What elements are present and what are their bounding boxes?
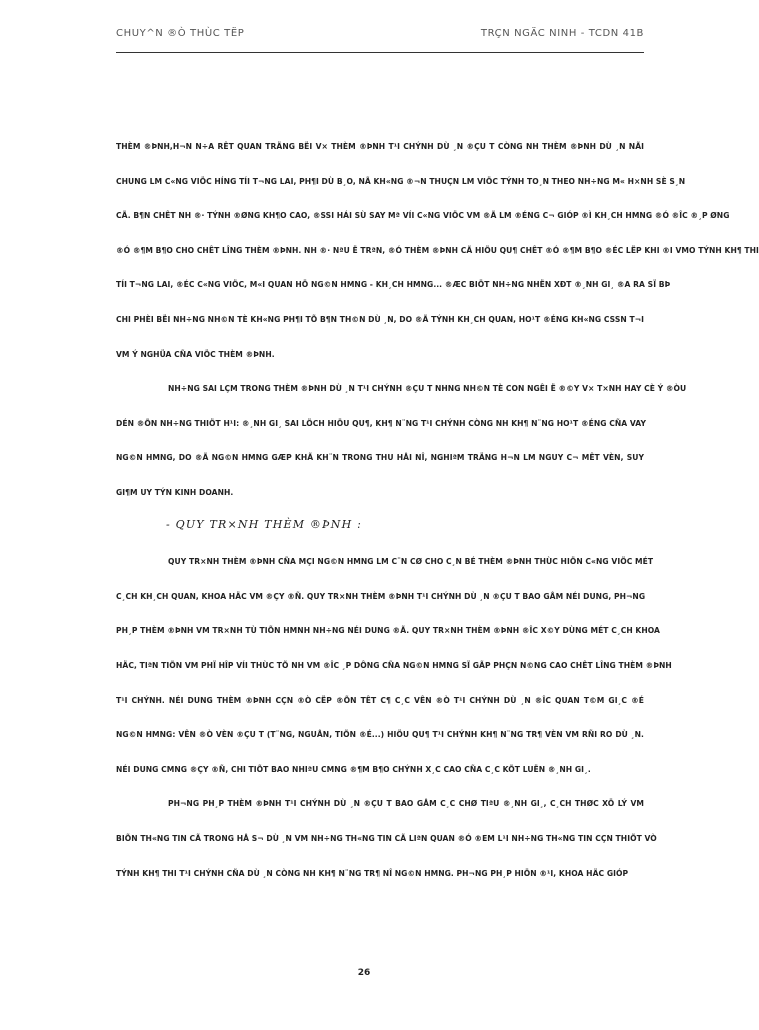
- page-number: 26: [357, 968, 371, 978]
- paragraph-line: C¸CH KH¸CH QUAN, KHOA HÄC VΜ ®ÇY ®Ñ. QUY TR×NH THÈM ®ÞNH T¹I CHÝNH DÙ ¸N ®ÇU T BAO GÅM NÉI DUNG, PH¬NG: [116, 591, 646, 601]
- paragraph-line: VΜ Ý NGHÜA CÑA VIÖC THÈM ®ÞNH.: [116, 349, 275, 359]
- paragraph-line: NÉI DUNG CΜNG ®ÇY ®Ñ, CHI TIÕT BAO NHIªU CΜNG ®¶M B¶O CHÝNH X¸C CAO CÑA C¸C KÕT LUËN ®¸NH GI¸.: [116, 764, 591, 774]
- paragraph-line: HÄC, TIªN TIÕN VΜ PHÏ HÎP VÍI THÙC TÕ NH VΜ ®ÎC ¸P DÔNG CÑA NG©N HΜNG SÏ GÃP PHÇN N©NG CAO CHÊT LÎNG THÈM ®ÞNH: [116, 661, 672, 670]
- header-document-title: CHUY^N ®Ò THÙC TËP: [116, 28, 245, 39]
- running-header: [116, 22, 644, 53]
- paragraph-line: NH÷NG SAI LÇM TRONG THÈM ®ÞNH DÙ ¸N T¹I CHÝNH ®ÇU T NHNG NH©N TÈ CON NGÊI Ë ®©Y V× T×NH HAY CÈ Ý ®ÒU: [168, 384, 687, 394]
- paragraph-line: GI¶M UY TÝN KINH DOANH.: [116, 488, 234, 497]
- header-author: TRÇN NGÄC NINH - TCDN 41B: [480, 28, 644, 39]
- paragraph-line: CHI PHÈI BËI NH÷NG NH©N TÈ KH«NG PH¶I TÕ B¶N TH©N DÙ ¸N, DO ®Ã TÝNH KH¸CH QUAN, HO¹T ®ÉNG KH«NG CSSN T¬I: [116, 315, 644, 324]
- paragraph-line: THÈM ®ÞNH,H¬N N÷A RÊT QUAN TRÄNG BËI V× THÈM ®ÞNH T¹I CHÝNH DÙ ¸N ®ÇU T CÒNG NH THÈM ®ÞNH DÙ ¸N NÃI: [116, 142, 644, 151]
- paragraph-line: TÝNH KH¶ THI T¹I CHÝNH CÑA DÙ ¸N CÒNG NH KH¶ N¨NG TR¶ NÎ NG©N HΜNG. PH¬NG PH¸P HIÖN ®¹I, KHOA HÄC GIÓP: [116, 868, 629, 878]
- paragraph-line: NG©N HΜNG: VÊN ®Ò VÈN ®ÇU T (T¨NG, NGUÅN, TIÕN ®É...) HIÖU QU¶ T¹I CHÝNH KH¶ N¨NG TR¶ VÈN VΜ RÑI RO DÙ ¸N.: [116, 730, 644, 740]
- paragraph-line: PH¬NG PH¸P THÈM ®ÞNH T¹I CHÝNH DÙ ¸N ®ÇU T BAO GÅM C¸C CHØ TIªU ®¸NH GI¸, C¸CH THØC XÖ LÝ VΜ: [168, 799, 644, 809]
- paragraph-line: TÍI T¬NG LAI, ®ÉC C«NG VIÖC, M«I QUAN HÖ NG©N HΜNG - KH¸CH HΜNG... ®ÆC BIÖT NH÷NG NHËN XÐT ®¸NH GI¸ ®A RA SÏ BÞ: [116, 280, 671, 290]
- paragraph-line: NG©N HΜNG, DO ®Ã NG©N HΜNG GÆP KHÃ KH¨N TRONG THU HÅI NÎ, NGHIªM TRÄNG H¬N LΜ NGUY C¬ MÊT VÈN, SUY: [116, 453, 644, 463]
- paragraph-line: CÃ. B¶N CHÊT NH ®· TÝNH ®ØNG KH¶O CAO, ®SSI HÁI SÙ SAY Mª VÍI C«NG VIÖC VΜ ®Ã LΜ ®ÉNG C¬ GIÓP ®Ì KH¸CH HΜNG ®Ó ®ÎC ®¸P ØNG: [116, 211, 730, 221]
- section-heading: - QUY TR×NH THÈM ®ÞNH :: [166, 517, 362, 531]
- paragraph-line: ®Ó ®¶M B¶O CHO CHÊT LÎNG THÈM ®ÞNH. NH ®· NªU Ë TRªN, ®Ó THÈM ®ÞNH CÃ HIÖU QU¶ CHÊT ®Ó ®¶M B¶O ®ÉC LËP KHI ®I VΜO TÝNH KH¶ THI: [116, 245, 759, 255]
- paragraph-line: T¹I CHÝNH. NÉI DUNG THÈM ®ÞNH CÇN ®Ò CËP ®ÕN TÊT C¶ C¸C VÊN ®Ò T¹I CHÝNH DÙ ¸N ®ÎC QUAN T©M GI¸C ®É: [116, 695, 644, 705]
- paragraph-line: BIÕN TH«NG TIN CÃ TRONG HÅ S¬ DÙ ¸N VΜ NH÷NG TH«NG TIN CÃ LIªN QUAN ®Ó ®EM L¹I NH÷NG TH«NG TIN CÇN THIÕT VÒ: [116, 834, 657, 843]
- paragraph-line: DÉN ®ÕN NH÷NG THIÖT H¹I: ®¸NH GI¸ SAI LÖCH HIÖU QU¶, KH¶ N¨NG T¹I CHÝNH CÒNG NH KH¶ N¨NG HO¹T ®ÉNG CÑA VAY: [116, 418, 647, 428]
- paragraph-line: PH¸P THÈM ®ÞNH VΜ TR×NH TÙ TIÕN HΜNH NH÷NG NÉI DUNG ®Ã. QUY TR×NH THÈM ®ÞNH ®ÎC X©Y DÙNG MÉT C¸CH KHOA: [116, 626, 660, 636]
- paragraph-line: CHUNG LΜ C«NG VIÖC HÍNG TÍI T¬NG LAI, PH¶I DÙ B¸O, NÃ KH«NG ®¬N THUÇN LΜ VIÖC TÝNH TO¸N THEO NH÷NG M« H×NH SÈ S¸N: [116, 176, 686, 186]
- paragraph-line: QUY TR×NH THÈM ®ÞNH CÑA MÇI NG©N HΜNG LΜ C¨N CØ CHO C¸N BÉ THÈM ®ÞNH THÙC HIÖN C«NG VIÖC MÉT: [168, 557, 654, 567]
